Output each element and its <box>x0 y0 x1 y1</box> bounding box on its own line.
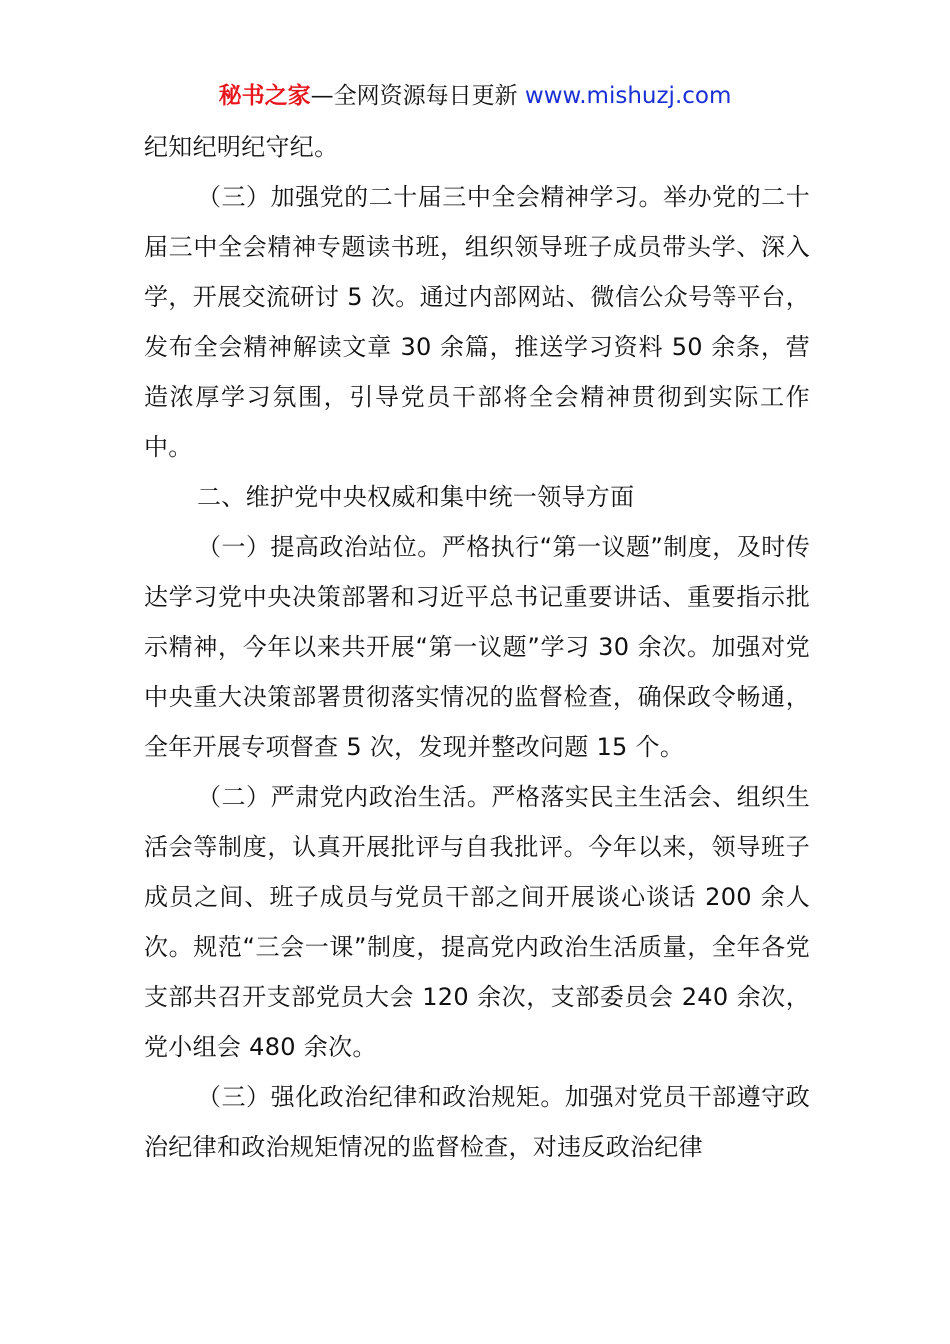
paragraph-political-stance: （一）提高政治站位。严格执行“第一议题”制度，及时传达学习党中央决策部署和习近平总书记重要讲话、重要指示批示精神，今年以来共开展“第一议题”学习 30 余次。加强对党中央重大决策部署贯彻落实情况的监督检查，确保政令畅通，全年开展专项督查 5 次，发现并整改问题 15 个。 <box>144 533 810 761</box>
paragraph-political-discipline: （三）强化政治纪律和政治规矩。加强对党员干部遵守政治纪律和政治规矩情况的监督检查，对违反政治纪律 <box>144 1083 810 1161</box>
site-url-link[interactable]: www.mishuzj.com <box>524 83 732 109</box>
site-header <box>0 80 950 112</box>
paragraph-plenary-study: （三）加强党的二十届三中全会精神学习。举办党的二十届三中全会精神专题读书班，组织领导班子成员带头学、深入学，开展交流研讨 5 次。通过内部网站、微信公众号等平台，发布全会精神解读文章 30 余篇，推送学习资料 50 余条，营造浓厚学习氛围，引导党员干部将全会精神贯彻到实际工作中。 <box>144 183 810 461</box>
document-body <box>144 122 810 1172</box>
paragraph-political-life: （二）严肃党内政治生活。严格落实民主生活会、组织生活会等制度，认真开展批评与自我批评。今年以来，领导班子成员之间、班子成员与党员干部之间开展谈心谈话 200 余人次。规范“三会一课”制度，提高党内政治生活质量，全年各党支部共召开支部党员大会 120 余次，支部委员会 240 余次，党小组会 480 余次。 <box>144 783 810 1061</box>
site-tagline: —全网资源每日更新 <box>310 83 525 109</box>
section-heading-central-authority: 二、维护党中央权威和集中统一领导方面 <box>197 483 635 511</box>
site-brand: 秘书之家 <box>218 83 311 109</box>
paragraph-continuation: 纪知纪明纪守纪。 <box>144 133 339 161</box>
